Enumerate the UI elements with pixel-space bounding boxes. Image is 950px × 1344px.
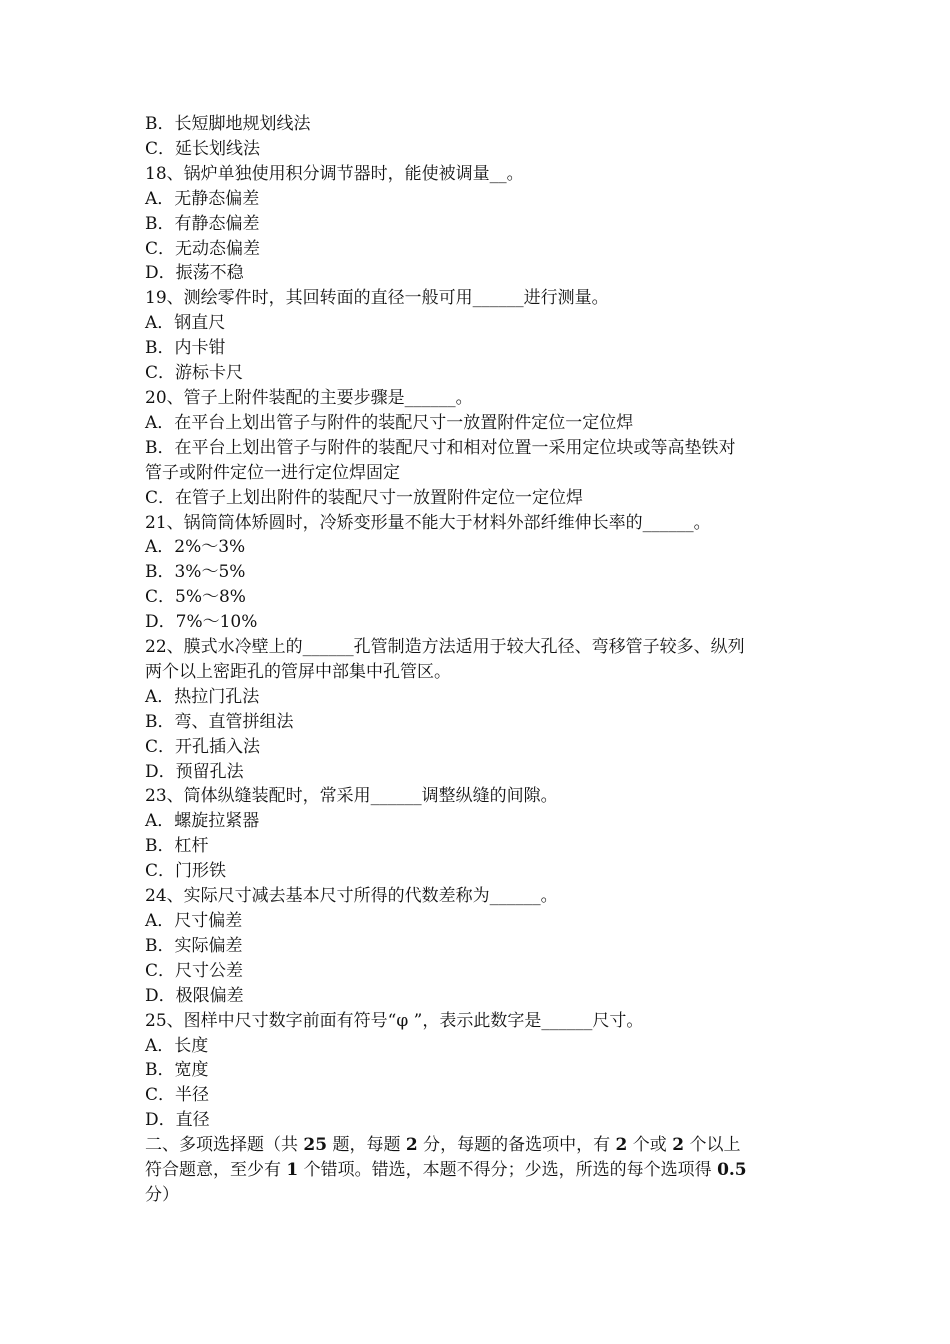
text-line: B．弯、直管拼组法 <box>145 711 294 732</box>
text-line: 20、管子上附件装配的主要步骤是______。 <box>145 387 473 408</box>
text-line: B．在平台上划出管子与附件的装配尺寸和相对位置一采用定位块或等高垫铁对 <box>145 437 736 458</box>
text-line: 21、锅筒筒体矫圆时，冷矫变形量不能大于材料外部纤维伸长率的______。 <box>145 512 711 533</box>
text-line: C．在管子上划出附件的装配尺寸一放置附件定位一定位焊 <box>145 487 584 508</box>
text-line: D．7%～10% <box>145 612 258 633</box>
text-line: 24、实际尺寸减去基本尺寸所得的代数差称为______。 <box>145 886 558 907</box>
text-line: B．长短脚地规划线法 <box>145 114 311 134</box>
question-list <box>145 112 810 1133</box>
text-line: 22、膜式水冷壁上的______孔管制造方法适用于较大孔径、弯移管子较多、纵列 <box>145 637 745 658</box>
text-line: B．实际偏差 <box>145 935 243 956</box>
text-line: D．预留孔法 <box>145 761 244 782</box>
text-line: A．螺旋拉紧器 <box>145 811 260 832</box>
text-line: C．半径 <box>145 1085 210 1106</box>
text-line: C．游标卡尺 <box>145 363 244 384</box>
text-line: A．热拉门孔法 <box>145 686 260 707</box>
text-line: C．尺寸公差 <box>145 960 244 981</box>
text-line: B．宽度 <box>145 1060 209 1081</box>
text-line: A．尺寸偏差 <box>145 911 243 931</box>
text-line: C．无动态偏差 <box>145 238 261 259</box>
text-line: B．有静态偏差 <box>145 213 260 234</box>
text-line: 19、测绘零件时，其回转面的直径一般可用______进行测量。 <box>145 288 609 309</box>
text-line: A．在平台上划出管子与附件的装配尺寸一放置附件定位一定位焊 <box>145 412 634 433</box>
text-line: C．开孔插入法 <box>145 736 261 757</box>
text-line: C．延长划线法 <box>145 138 261 159</box>
text-line: B．杠杆 <box>145 836 209 857</box>
section-heading-line-2: 符合题意，至少有 1 个错项。错选，本题不得分；少选，所选的每个选项得 0.5 <box>145 1160 747 1181</box>
text-line: 管子或附件定位一进行定位焊固定 <box>145 462 400 483</box>
text-line: C．5%～8% <box>145 587 246 608</box>
text-line: D．直径 <box>145 1110 210 1131</box>
text-line: D．振荡不稳 <box>145 263 244 284</box>
text-line: 23、筒体纵缝装配时，常采用______调整纵缝的间隙。 <box>145 786 558 807</box>
text-line: A．长度 <box>145 1035 209 1056</box>
text-line: 18、锅炉单独使用积分调节器时，能使被调量__。 <box>145 163 524 184</box>
text-line: A．无静态偏差 <box>145 188 260 209</box>
text-line: C．门形铁 <box>145 861 227 882</box>
text-line: A．2%～3% <box>145 537 246 558</box>
text-line: 25、图样中尺寸数字前面有符号“φ ”，表示此数字是______尺寸。 <box>145 1010 644 1031</box>
text-line: 两个以上密距孔的管屏中部集中孔管区。 <box>145 661 451 682</box>
text-line: D．极限偏差 <box>145 985 244 1006</box>
document-page <box>145 112 810 1208</box>
text-line: A．钢直尺 <box>145 313 226 334</box>
text-line: B．内卡钳 <box>145 338 226 359</box>
section-heading-multiple-choice: 二、多项选择题（共 25 题，每题 2 分，每题的备选项中，有 2 个或 2 个以上 <box>145 1135 741 1156</box>
text-line: B．3%～5% <box>145 562 246 583</box>
section-heading-line-3: 分） <box>145 1184 179 1205</box>
